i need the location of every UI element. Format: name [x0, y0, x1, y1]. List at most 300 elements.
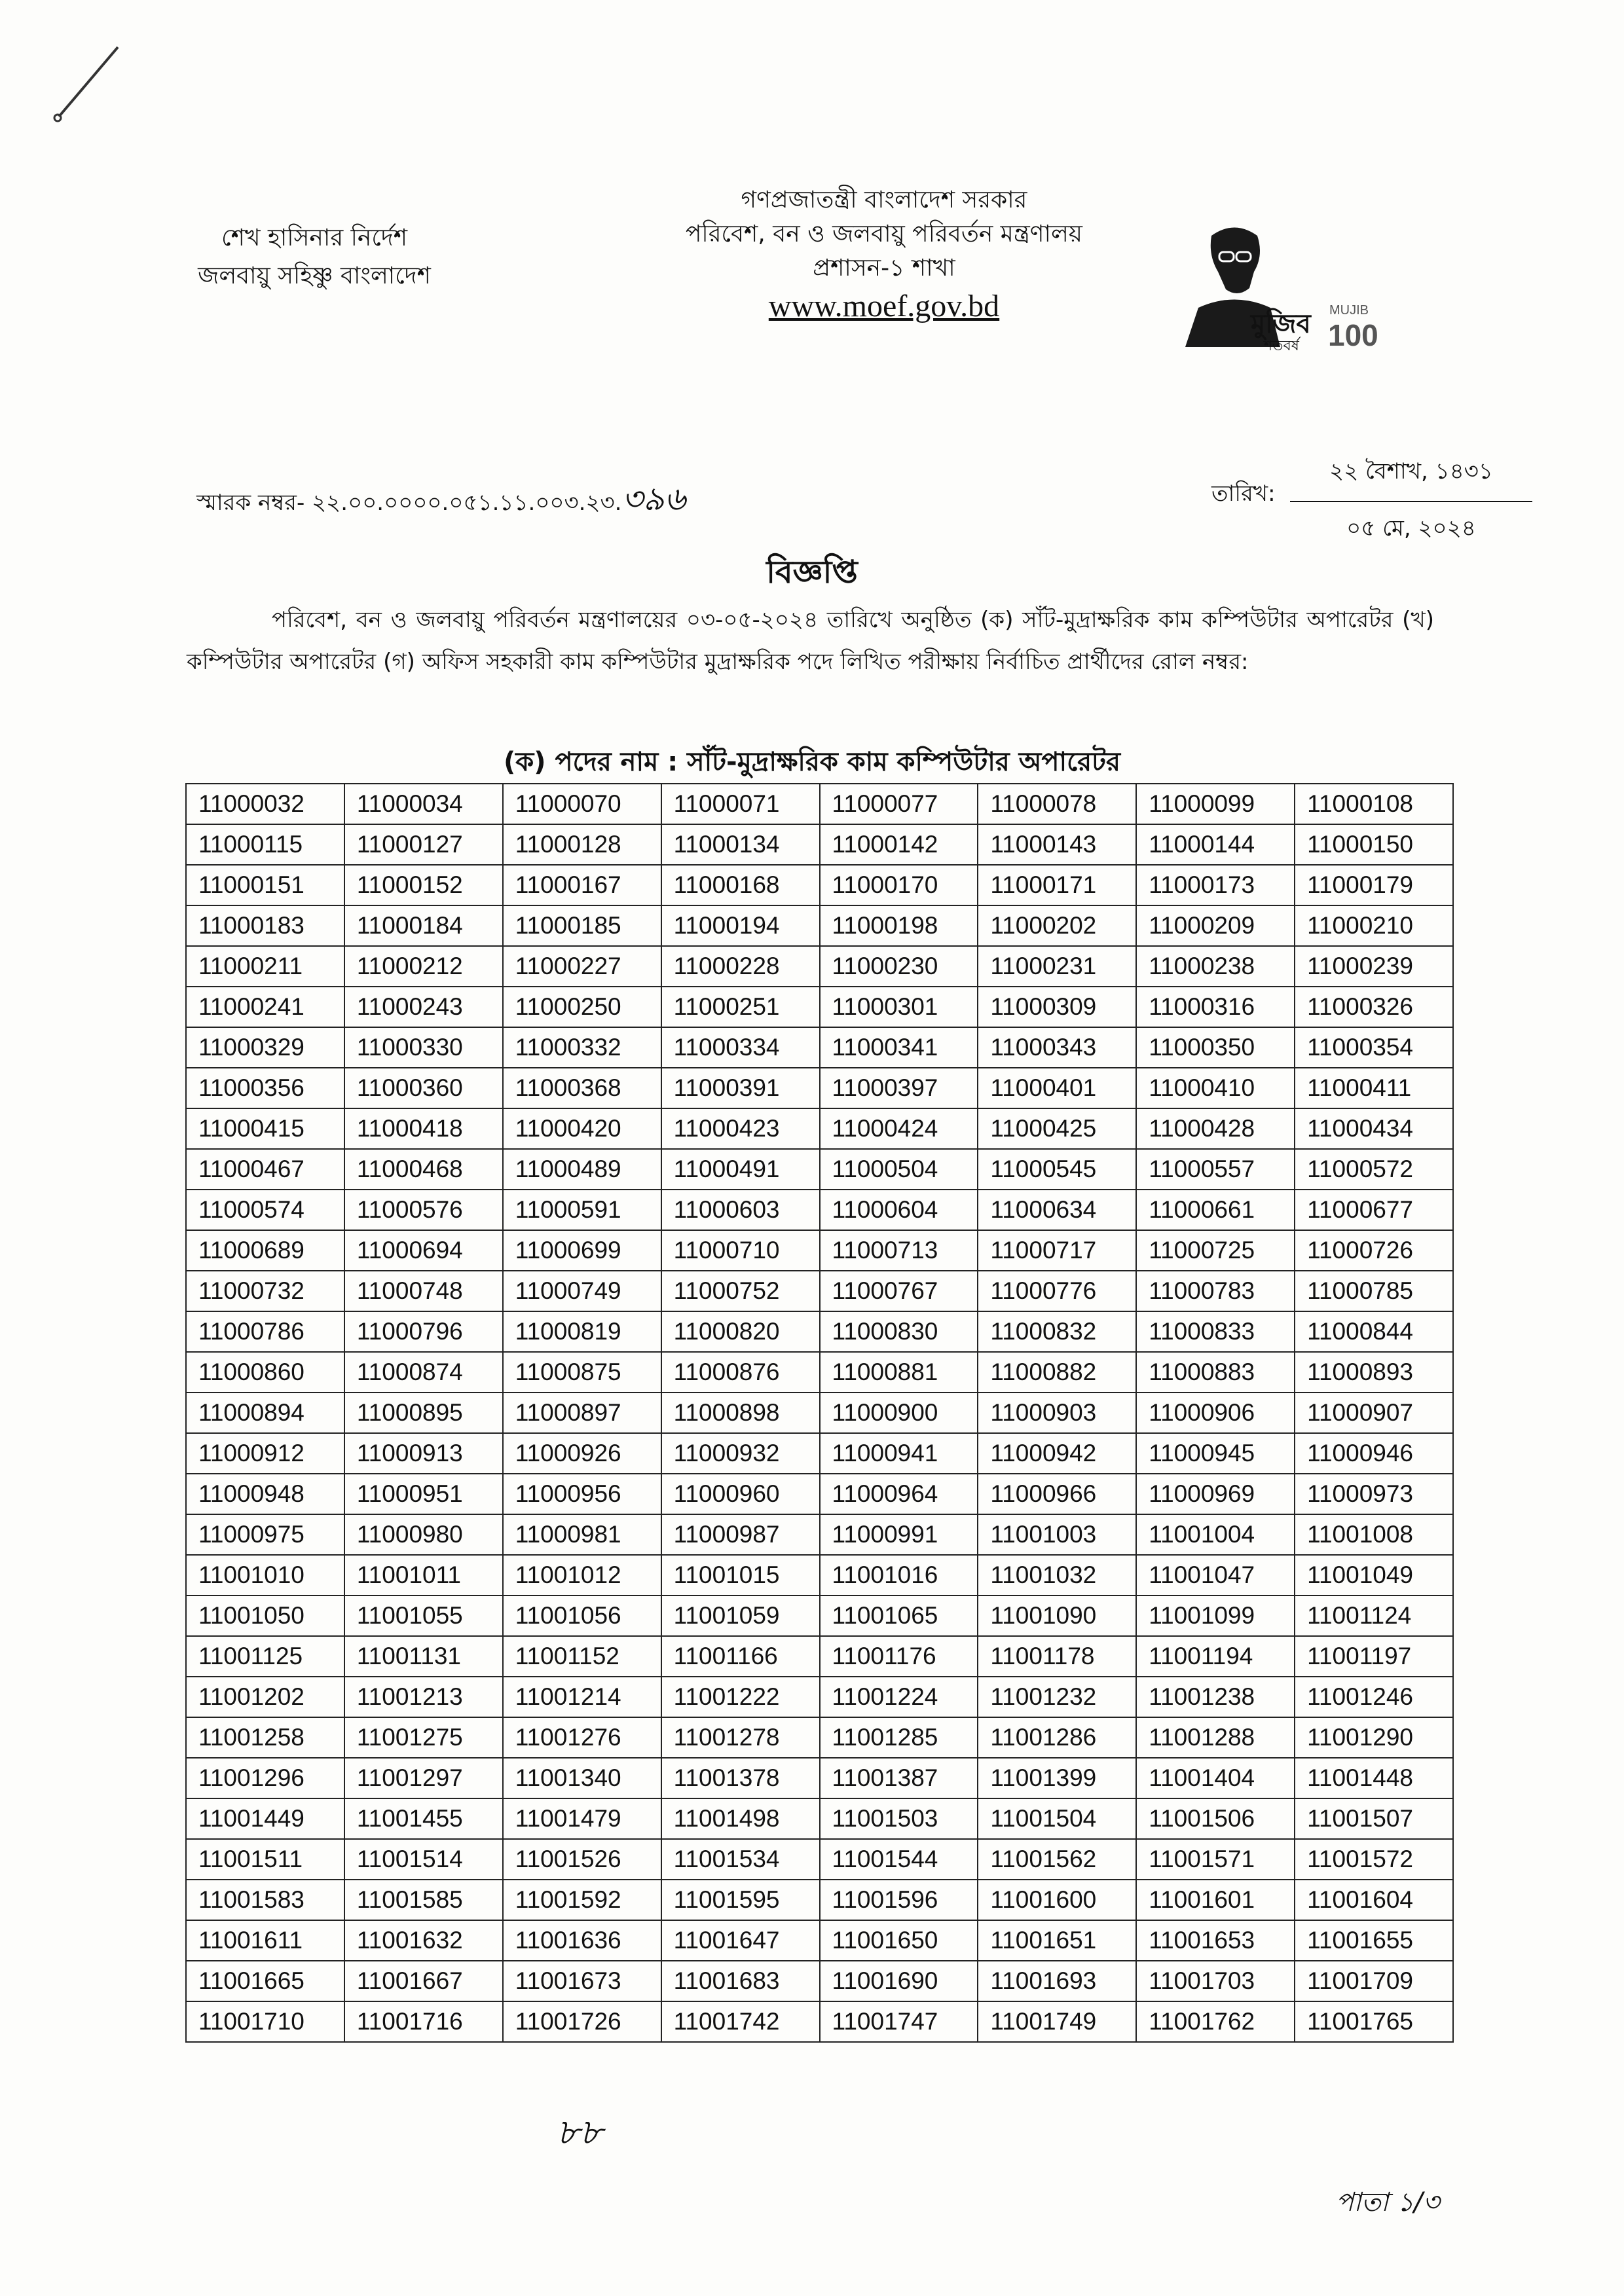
roll-number-cell: 11001742 — [661, 2001, 820, 2042]
roll-number-cell: 11000468 — [344, 1149, 503, 1190]
roll-number-cell: 11000946 — [1295, 1433, 1453, 1474]
roll-number-cell: 11001387 — [820, 1758, 978, 1798]
government-name: গণপ্রজাতন্ত্রী বাংলাদেশ সরকার — [741, 187, 1027, 213]
roll-number-cell: 11000150 — [1295, 824, 1453, 865]
roll-number-cell: 11001562 — [978, 1839, 1136, 1880]
roll-number-cell: 11001526 — [503, 1839, 661, 1880]
roll-number-cell: 11000713 — [820, 1230, 978, 1271]
roll-number-cell: 11001651 — [978, 1920, 1136, 1961]
roll-number-cell: 11001544 — [820, 1839, 978, 1880]
staple-mark — [46, 39, 138, 131]
memo-number — [196, 475, 686, 529]
roll-number-cell: 11001709 — [1295, 1961, 1453, 2001]
roll-number-cell: 11000202 — [978, 905, 1136, 946]
roll-number-cell: 11000420 — [503, 1108, 661, 1149]
roll-number-cell: 11000749 — [503, 1271, 661, 1311]
roll-number-cell: 11000330 — [344, 1027, 503, 1068]
roll-number-cell: 11001726 — [503, 2001, 661, 2042]
roll-number-cell: 11000168 — [661, 865, 820, 905]
roll-number-cell: 11001514 — [344, 1839, 503, 1880]
roll-number-cell: 11000032 — [186, 784, 344, 824]
ministry-name: পরিবেশ, বন ও জলবায়ু পরিবর্তন মন্ত্রণালয় — [685, 221, 1083, 247]
roll-number-cell: 11000316 — [1136, 987, 1295, 1027]
roll-number-cell: 11001503 — [820, 1798, 978, 1839]
roll-number-cell: 11000227 — [503, 946, 661, 987]
roll-number-table — [185, 783, 1454, 2043]
roll-number-cell: 11001016 — [820, 1555, 978, 1595]
roll-number-cell: 11001404 — [1136, 1758, 1295, 1798]
roll-number-cell: 11000151 — [186, 865, 344, 905]
roll-number-cell: 11000980 — [344, 1514, 503, 1555]
roll-number-cell: 11001232 — [978, 1677, 1136, 1717]
roll-number-cell: 11000844 — [1295, 1311, 1453, 1352]
roll-number-cell: 11000209 — [1136, 905, 1295, 946]
roll-number-cell: 11001498 — [661, 1798, 820, 1839]
roll-number-cell: 11000776 — [978, 1271, 1136, 1311]
roll-number-cell: 11000881 — [820, 1352, 978, 1393]
roll-number-cell: 11000987 — [661, 1514, 820, 1555]
table-row — [186, 1555, 1453, 1595]
roll-number-cell: 11000932 — [661, 1433, 820, 1474]
roll-number-cell: 11001285 — [820, 1717, 978, 1758]
roll-number-cell: 11001378 — [661, 1758, 820, 1798]
roll-number-cell: 11000329 — [186, 1027, 344, 1068]
roll-number-cell: 11001125 — [186, 1636, 344, 1677]
table-row — [186, 1839, 1453, 1880]
roll-number-cell: 11000966 — [978, 1474, 1136, 1514]
roll-number-cell: 11001275 — [344, 1717, 503, 1758]
roll-number-cell: 11000099 — [1136, 784, 1295, 824]
roll-number-cell: 11000557 — [1136, 1149, 1295, 1190]
roll-number-cell: 11000115 — [186, 824, 344, 865]
roll-number-cell: 11001202 — [186, 1677, 344, 1717]
roll-number-cell: 11001065 — [820, 1595, 978, 1636]
roll-number-cell: 11001592 — [503, 1880, 661, 1920]
roll-number-cell: 11001194 — [1136, 1636, 1295, 1677]
roll-number-cell: 11000491 — [661, 1149, 820, 1190]
roll-number-cell: 11000251 — [661, 987, 820, 1027]
logo-text-shotoborsho: শতবর্ষ — [1264, 338, 1299, 354]
roll-number-cell: 11000783 — [1136, 1271, 1295, 1311]
roll-number-cell: 11000425 — [978, 1108, 1136, 1149]
roll-number-cell: 11000913 — [344, 1433, 503, 1474]
table-row — [186, 1636, 1453, 1677]
roll-number-cell: 11001015 — [661, 1555, 820, 1595]
roll-number-cell: 11001340 — [503, 1758, 661, 1798]
roll-number-cell: 11000424 — [820, 1108, 978, 1149]
roll-number-cell: 11000969 — [1136, 1474, 1295, 1514]
roll-number-cell: 11001665 — [186, 1961, 344, 2001]
roll-number-cell: 11001049 — [1295, 1555, 1453, 1595]
roll-number-cell: 11000951 — [344, 1474, 503, 1514]
roll-number-cell: 11001258 — [186, 1717, 344, 1758]
roll-number-cell: 11001673 — [503, 1961, 661, 2001]
roll-number-cell: 11000956 — [503, 1474, 661, 1514]
roll-number-cell: 11000334 — [661, 1027, 820, 1068]
roll-number-cell: 11000354 — [1295, 1027, 1453, 1068]
roll-number-cell: 11000504 — [820, 1149, 978, 1190]
roll-number-cell: 11001703 — [1136, 1961, 1295, 2001]
roll-number-cell: 11001600 — [978, 1880, 1136, 1920]
roll-number-cell: 11000108 — [1295, 784, 1453, 824]
roll-number-cell: 11000142 — [820, 824, 978, 865]
roll-number-cell: 11000874 — [344, 1352, 503, 1393]
roll-number-cell: 11000948 — [186, 1474, 344, 1514]
memo-handwritten-number: ৩৯৬ — [621, 480, 686, 518]
roll-number-cell: 11001011 — [344, 1555, 503, 1595]
roll-number-cell: 11000860 — [186, 1352, 344, 1393]
roll-number-cell: 11000144 — [1136, 824, 1295, 865]
roll-number-cell: 11000748 — [344, 1271, 503, 1311]
roll-number-cell: 11000710 — [661, 1230, 820, 1271]
roll-number-cell: 11001596 — [820, 1880, 978, 1920]
roll-number-table-body — [186, 784, 1453, 2042]
table-row — [186, 1595, 1453, 1636]
roll-number-cell: 11000167 — [503, 865, 661, 905]
table-row — [186, 1393, 1453, 1433]
roll-number-cell: 11001693 — [978, 1961, 1136, 2001]
roll-number-cell: 11000981 — [503, 1514, 661, 1555]
roll-number-cell: 11000401 — [978, 1068, 1136, 1108]
slogan-line1: শেখ হাসিনার নির্দেশ — [221, 225, 408, 251]
roll-number-cell: 11001504 — [978, 1798, 1136, 1839]
table-row — [186, 1068, 1453, 1108]
table-row — [186, 784, 1453, 824]
roll-number-cell: 11001455 — [344, 1798, 503, 1839]
table-row — [186, 2001, 1453, 2042]
roll-number-cell: 11000894 — [186, 1393, 344, 1433]
table-row — [186, 1798, 1453, 1839]
roll-number-cell: 11001585 — [344, 1880, 503, 1920]
roll-number-cell: 11001296 — [186, 1758, 344, 1798]
roll-number-cell: 11000183 — [186, 905, 344, 946]
roll-number-cell: 11000143 — [978, 824, 1136, 865]
roll-number-cell: 11001683 — [661, 1961, 820, 2001]
roll-number-cell: 11000341 — [820, 1027, 978, 1068]
roll-number-cell: 11000228 — [661, 946, 820, 987]
roll-number-cell: 11001286 — [978, 1717, 1136, 1758]
table-row — [186, 1271, 1453, 1311]
roll-number-cell: 11000326 — [1295, 987, 1453, 1027]
roll-number-cell: 11000576 — [344, 1190, 503, 1230]
roll-number-cell: 11001604 — [1295, 1880, 1453, 1920]
date-block — [1290, 452, 1532, 549]
roll-number-cell: 11001647 — [661, 1920, 820, 1961]
roll-number-cell: 11000677 — [1295, 1190, 1453, 1230]
roll-number-cell: 11000785 — [1295, 1271, 1453, 1311]
roll-number-cell: 11000591 — [503, 1190, 661, 1230]
roll-number-cell: 11000391 — [661, 1068, 820, 1108]
roll-number-cell: 11000991 — [820, 1514, 978, 1555]
roll-number-cell: 11001765 — [1295, 2001, 1453, 2042]
roll-number-cell: 11001178 — [978, 1636, 1136, 1677]
roll-number-cell: 11001166 — [661, 1636, 820, 1677]
roll-number-cell: 11000661 — [1136, 1190, 1295, 1230]
table-heading: (ক) পদের নাম : সাঁট-মুদ্রাক্ষরিক কাম কম্পিউটার অপারেটর — [504, 747, 1120, 777]
roll-number-cell: 11001572 — [1295, 1839, 1453, 1880]
roll-number-cell: 11001224 — [820, 1677, 978, 1717]
roll-number-cell: 11001152 — [503, 1636, 661, 1677]
roll-number-cell: 11000198 — [820, 905, 978, 946]
roll-number-cell: 11001716 — [344, 2001, 503, 2042]
roll-number-cell: 11001003 — [978, 1514, 1136, 1555]
roll-number-cell: 11000230 — [820, 946, 978, 987]
roll-number-cell: 11001297 — [344, 1758, 503, 1798]
roll-number-cell: 11000975 — [186, 1514, 344, 1555]
roll-number-cell: 11001008 — [1295, 1514, 1453, 1555]
roll-number-cell: 11000428 — [1136, 1108, 1295, 1149]
roll-number-cell: 11000423 — [661, 1108, 820, 1149]
roll-number-cell: 11001611 — [186, 1920, 344, 1961]
roll-number-cell: 11001449 — [186, 1798, 344, 1839]
roll-number-cell: 11000410 — [1136, 1068, 1295, 1108]
table-row — [186, 1108, 1453, 1149]
roll-number-cell: 11000127 — [344, 824, 503, 865]
roll-number-cell: 11001583 — [186, 1880, 344, 1920]
roll-number-cell: 11001059 — [661, 1595, 820, 1636]
roll-number-cell: 11001479 — [503, 1798, 661, 1839]
roll-number-cell: 11001276 — [503, 1717, 661, 1758]
roll-number-cell: 11000350 — [1136, 1027, 1295, 1068]
roll-number-cell: 11001099 — [1136, 1595, 1295, 1636]
roll-number-cell: 11000767 — [820, 1271, 978, 1311]
roll-number-cell: 11001595 — [661, 1880, 820, 1920]
roll-number-cell: 11001601 — [1136, 1880, 1295, 1920]
roll-number-cell: 11000070 — [503, 784, 661, 824]
roll-number-cell: 11000418 — [344, 1108, 503, 1149]
roll-number-cell: 11001004 — [1136, 1514, 1295, 1555]
table-row — [186, 1190, 1453, 1230]
roll-number-cell: 11000960 — [661, 1474, 820, 1514]
roll-number-cell: 11000467 — [186, 1149, 344, 1190]
roll-number-cell: 11000796 — [344, 1311, 503, 1352]
roll-number-cell: 11001448 — [1295, 1758, 1453, 1798]
table-row — [186, 1352, 1453, 1393]
table-row — [186, 1880, 1453, 1920]
roll-number-cell: 11000907 — [1295, 1393, 1453, 1433]
roll-number-cell: 11000830 — [820, 1311, 978, 1352]
roll-number-cell: 11000332 — [503, 1027, 661, 1068]
roll-number-cell: 11000173 — [1136, 865, 1295, 905]
memo-label: স্মারক নম্বর- ২২.০০.০০০০.০৫১.১১.০০৩.২৩. — [196, 490, 622, 516]
roll-number-cell: 11000897 — [503, 1393, 661, 1433]
roll-number-cell: 11000964 — [820, 1474, 978, 1514]
roll-number-cell: 11001213 — [344, 1677, 503, 1717]
roll-number-cell: 11001010 — [186, 1555, 344, 1595]
roll-number-cell: 11001176 — [820, 1636, 978, 1677]
table-row — [186, 1027, 1453, 1068]
roll-number-cell: 11000895 — [344, 1393, 503, 1433]
roll-number-cell: 11000077 — [820, 784, 978, 824]
roll-number-cell: 11000833 — [1136, 1311, 1295, 1352]
roll-number-cell: 11001710 — [186, 2001, 344, 2042]
handwritten-initial: ৮৮ — [557, 2111, 603, 2153]
roll-number-cell: 11000820 — [661, 1311, 820, 1352]
roll-number-cell: 11001222 — [661, 1677, 820, 1717]
roll-number-cell: 11000231 — [978, 946, 1136, 987]
roll-number-cell: 11000397 — [820, 1068, 978, 1108]
roll-number-cell: 11001534 — [661, 1839, 820, 1880]
roll-number-cell: 11001278 — [661, 1717, 820, 1758]
table-row — [186, 1433, 1453, 1474]
roll-number-cell: 11000572 — [1295, 1149, 1453, 1190]
table-row — [186, 946, 1453, 987]
roll-number-cell: 11000184 — [344, 905, 503, 946]
roll-number-cell: 11000415 — [186, 1108, 344, 1149]
roll-number-cell: 11000717 — [978, 1230, 1136, 1271]
table-row — [186, 1920, 1453, 1961]
roll-number-cell: 11001667 — [344, 1961, 503, 2001]
roll-number-cell: 11000134 — [661, 824, 820, 865]
roll-number-cell: 11000210 — [1295, 905, 1453, 946]
roll-number-cell: 11001246 — [1295, 1677, 1453, 1717]
roll-number-cell: 11000078 — [978, 784, 1136, 824]
roll-number-cell: 11000034 — [344, 784, 503, 824]
roll-number-cell: 11000725 — [1136, 1230, 1295, 1271]
roll-number-cell: 11001650 — [820, 1920, 978, 1961]
roll-number-cell: 11000832 — [978, 1311, 1136, 1352]
roll-number-cell: 11000912 — [186, 1433, 344, 1474]
branch-name: প্রশাসন-১ শাখা — [813, 255, 955, 282]
roll-number-cell: 11001571 — [1136, 1839, 1295, 1880]
roll-number-cell: 11000211 — [186, 946, 344, 987]
roll-number-cell: 11000309 — [978, 987, 1136, 1027]
date-english: ০৫ মে, ২০২৪ — [1346, 515, 1476, 541]
roll-number-cell: 11000900 — [820, 1393, 978, 1433]
mujib-100-logo — [1172, 216, 1388, 354]
roll-number-cell: 11000185 — [503, 905, 661, 946]
table-row — [186, 1474, 1453, 1514]
roll-number-cell: 11000368 — [503, 1068, 661, 1108]
roll-number-cell: 11000243 — [344, 987, 503, 1027]
roll-number-cell: 11000882 — [978, 1352, 1136, 1393]
roll-number-cell: 11001506 — [1136, 1798, 1295, 1839]
roll-number-cell: 11001762 — [1136, 2001, 1295, 2042]
roll-number-cell: 11000732 — [186, 1271, 344, 1311]
roll-number-cell: 11000973 — [1295, 1474, 1453, 1514]
roll-number-cell: 11001507 — [1295, 1798, 1453, 1839]
roll-number-cell: 11000903 — [978, 1393, 1136, 1433]
roll-number-cell: 11000876 — [661, 1352, 820, 1393]
roll-number-cell: 11000898 — [661, 1393, 820, 1433]
roll-number-cell: 11000238 — [1136, 946, 1295, 987]
roll-number-cell: 11000574 — [186, 1190, 344, 1230]
roll-number-cell: 11000634 — [978, 1190, 1136, 1230]
page-number: পাতা ১/৩ — [1336, 2187, 1440, 2217]
roll-number-cell: 11000689 — [186, 1230, 344, 1271]
roll-number-cell: 11000212 — [344, 946, 503, 987]
government-header — [557, 183, 1211, 323]
roll-number-cell: 11000893 — [1295, 1352, 1453, 1393]
table-row — [186, 1758, 1453, 1798]
roll-number-cell: 11000171 — [978, 865, 1136, 905]
roll-number-cell: 11000786 — [186, 1311, 344, 1352]
logo-text-mujib-en: MUJIB — [1329, 303, 1369, 318]
table-row — [186, 1717, 1453, 1758]
roll-number-cell: 11000875 — [503, 1352, 661, 1393]
roll-number-cell: 11001032 — [978, 1555, 1136, 1595]
table-row — [186, 1311, 1453, 1352]
roll-number-cell: 11001055 — [344, 1595, 503, 1636]
roll-number-cell: 11000603 — [661, 1190, 820, 1230]
date-bangla: ২২ বৈশাখ, ১৪৩১ — [1290, 452, 1532, 502]
roll-number-cell: 11001012 — [503, 1555, 661, 1595]
roll-number-cell: 11000301 — [820, 987, 978, 1027]
table-row — [186, 905, 1453, 946]
roll-number-cell: 11000694 — [344, 1230, 503, 1271]
roll-number-cell: 11001653 — [1136, 1920, 1295, 1961]
roll-number-cell: 11001747 — [820, 2001, 978, 2042]
roll-number-cell: 11000604 — [820, 1190, 978, 1230]
roll-number-cell: 11001131 — [344, 1636, 503, 1677]
roll-number-cell: 11001214 — [503, 1677, 661, 1717]
roll-number-cell: 11001399 — [978, 1758, 1136, 1798]
roll-number-cell: 11001749 — [978, 2001, 1136, 2042]
roll-number-cell: 11000360 — [344, 1068, 503, 1108]
roll-number-cell: 11000945 — [1136, 1433, 1295, 1474]
roll-number-cell: 11001050 — [186, 1595, 344, 1636]
roll-number-cell: 11000250 — [503, 987, 661, 1027]
roll-number-cell: 11000926 — [503, 1433, 661, 1474]
logo-text-mujib: মুজিব — [1251, 309, 1311, 339]
roll-number-cell: 11001632 — [344, 1920, 503, 1961]
table-row — [186, 987, 1453, 1027]
roll-number-cell: 11000128 — [503, 824, 661, 865]
table-row — [186, 1961, 1453, 2001]
website-link[interactable]: www.moef.gov.bd — [768, 289, 1000, 323]
table-row — [186, 1514, 1453, 1555]
roll-number-cell: 11001197 — [1295, 1636, 1453, 1677]
table-row — [186, 824, 1453, 865]
roll-number-cell: 11000239 — [1295, 946, 1453, 987]
roll-number-cell: 11000883 — [1136, 1352, 1295, 1393]
roll-number-cell: 11001056 — [503, 1595, 661, 1636]
roll-number-cell: 11000179 — [1295, 865, 1453, 905]
date-label: তারিখ: — [1211, 481, 1276, 507]
logo-text-100: 100 — [1328, 318, 1378, 352]
roll-number-cell: 11000170 — [820, 865, 978, 905]
roll-number-cell: 11000152 — [344, 865, 503, 905]
roll-number-cell: 11000434 — [1295, 1108, 1453, 1149]
roll-number-cell: 11000726 — [1295, 1230, 1453, 1271]
roll-number-cell: 11001511 — [186, 1839, 344, 1880]
slogan-block — [164, 219, 465, 295]
roll-number-cell: 11001655 — [1295, 1920, 1453, 1961]
slogan-line2: জলবায়ু সহিষ্ণু বাংলাদেশ — [198, 263, 431, 289]
roll-number-cell: 11000241 — [186, 987, 344, 1027]
roll-number-cell: 11000489 — [503, 1149, 661, 1190]
roll-number-cell: 11001124 — [1295, 1595, 1453, 1636]
roll-number-cell: 11000752 — [661, 1271, 820, 1311]
roll-number-cell: 11000356 — [186, 1068, 344, 1108]
table-row — [186, 1677, 1453, 1717]
roll-number-cell: 11001690 — [820, 1961, 978, 2001]
roll-number-cell: 11001090 — [978, 1595, 1136, 1636]
roll-number-cell: 11000545 — [978, 1149, 1136, 1190]
roll-number-cell: 11000941 — [820, 1433, 978, 1474]
roll-number-cell: 11000699 — [503, 1230, 661, 1271]
notice-title: বিজ্ঞপ্তি — [766, 554, 858, 591]
notice-body: পরিবেশ, বন ও জলবায়ু পরিবর্তন মন্ত্রণালয়ের ০৩-০৫-২০২৪ তারিখে অনুষ্ঠিত (ক) সাঁট-মুদ্রাক্ষরিক কাম কম্পিউটার অপারেটর (খ) কম্পিউটার অপারেটর (গ) অফিস সহকারী কাম কম্পিউটার মুদ্রাক্ষরিক পদে লিখিত পরীক্ষায় নির্বাচিত প্রার্থীদের রোল নম্বর: — [187, 607, 1434, 675]
roll-number-cell: 11001636 — [503, 1920, 661, 1961]
roll-number-cell: 11000194 — [661, 905, 820, 946]
roll-number-cell: 11001288 — [1136, 1717, 1295, 1758]
roll-number-cell: 11000819 — [503, 1311, 661, 1352]
roll-number-cell: 11001238 — [1136, 1677, 1295, 1717]
table-row — [186, 865, 1453, 905]
roll-number-cell: 11000343 — [978, 1027, 1136, 1068]
roll-number-cell: 11000071 — [661, 784, 820, 824]
